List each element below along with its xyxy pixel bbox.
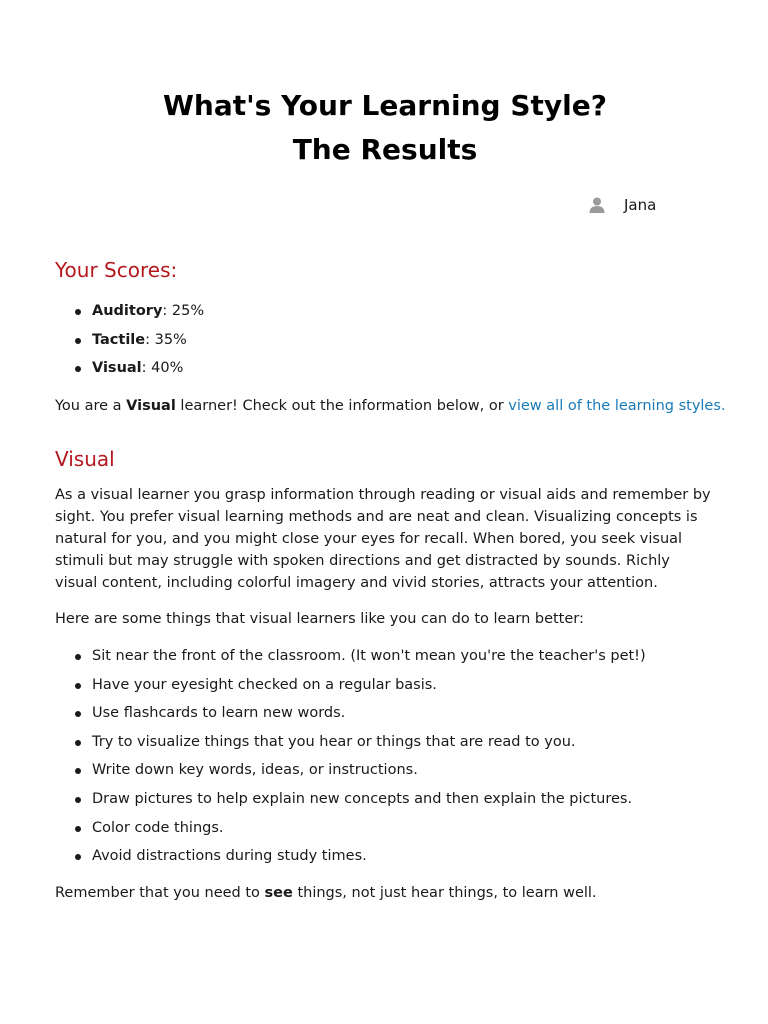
tip-item: Try to visualize things that you hear or things that are read to you. <box>55 728 646 757</box>
scores-list <box>55 297 204 383</box>
result-middle: learner! Check out the information below, or <box>175 398 509 414</box>
tip-item: Avoid distractions during study times. <box>55 842 646 871</box>
tips-intro: Here are some things that visual learners like you can do to learn better: <box>55 611 584 627</box>
person-icon <box>588 196 606 214</box>
scores-heading: Your Scores: <box>55 258 178 282</box>
score-name: Auditory <box>92 303 163 319</box>
author-byline <box>588 193 656 217</box>
visual-heading: Visual <box>55 447 115 471</box>
closing-suffix: things, not just hear things, to learn well. <box>292 885 597 901</box>
tip-item: Have your eyesight checked on a regular basis. <box>55 671 646 700</box>
view-all-styles-link[interactable]: view all of the learning styles. <box>508 398 726 414</box>
closing-prefix: Remember that you need to <box>55 885 265 901</box>
score-name: Visual <box>92 360 142 377</box>
score-value: : 40% <box>141 360 184 377</box>
tip-item: Use flashcards to learn new words. <box>55 699 646 728</box>
result-style: Visual <box>126 398 176 414</box>
page-title-line-1: What's Your Learning Style? <box>163 89 607 122</box>
tip-item: Write down key words, ideas, or instructions. <box>55 756 646 785</box>
score-item-auditory <box>55 297 204 326</box>
closing-statement <box>55 882 715 904</box>
tip-item: Color code things. <box>55 814 646 843</box>
tip-item: Sit near the front of the classroom. (It won't mean you're the teacher's pet!) <box>55 642 646 671</box>
score-item-visual <box>55 354 204 383</box>
visual-description: As a visual learner you grasp information through reading or visual aids and remember by sight. You prefer visual learning methods and are neat and clean. Visualizing concepts is natural for you, and you might close your eyes for recall. When bored, you seek visual stimuli but may struggle with spoken directions and get distracted by sounds. Richly visual content, including colorful imagery and vivid stories, attracts your attention. <box>55 487 711 591</box>
result-statement <box>55 395 726 417</box>
page-title-line-2: The Results <box>292 133 478 166</box>
page-title <box>55 84 715 172</box>
tip-item: Draw pictures to help explain new concepts and then explain the pictures. <box>55 785 646 814</box>
closing-emphasis: see <box>264 885 293 901</box>
score-value: : 35% <box>145 331 187 348</box>
tips-list <box>55 642 646 871</box>
author-name: Jana <box>624 196 657 214</box>
score-name: Tactile <box>92 331 146 348</box>
score-item-tactile <box>55 326 204 355</box>
score-value: : 25% <box>162 303 205 319</box>
result-prefix: You are a <box>55 398 127 414</box>
